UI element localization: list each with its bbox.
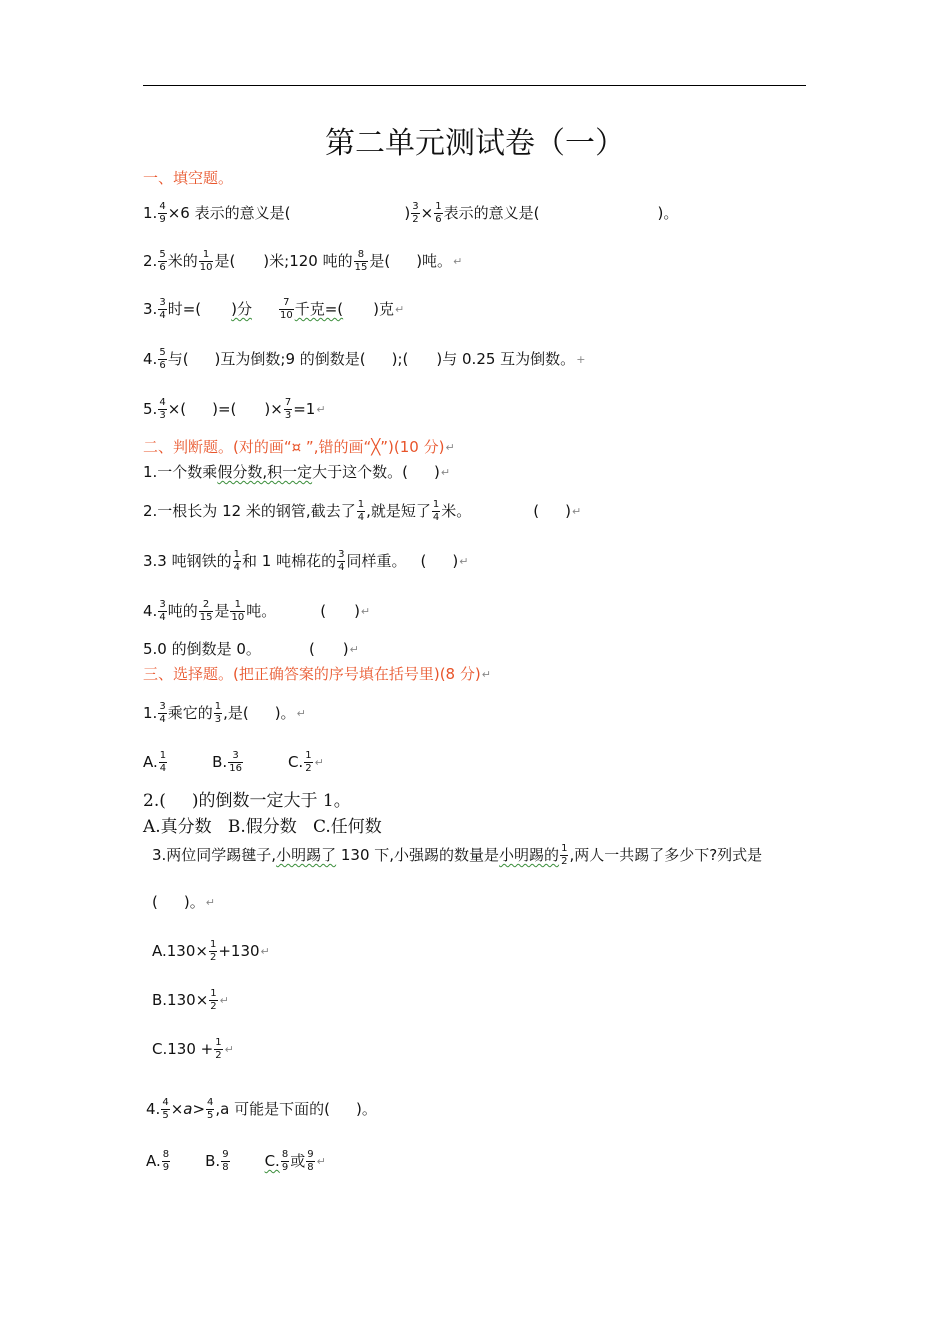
question-text: 4.: [143, 602, 158, 620]
question-text: 4.: [143, 350, 158, 368]
fraction: [284, 398, 292, 421]
fraction: [228, 751, 243, 774]
fraction: [209, 940, 217, 963]
question-text: (: [308, 640, 315, 658]
paragraph-mark-icon: ↵: [296, 707, 306, 720]
question-text: 2: [202, 599, 210, 610]
question-text: )互为倒数;9 的倒数是(: [214, 350, 366, 368]
question-text: 3: [412, 201, 419, 212]
question-text: 是(: [369, 252, 391, 270]
question-text: 2: [215, 1050, 222, 1061]
paragraph-mark-icon: ↵: [349, 643, 359, 656]
question-text: 5: [159, 347, 166, 358]
paragraph-mark-icon: ↵: [394, 303, 405, 316]
question-text: 8: [357, 249, 365, 260]
question-text: ): [452, 552, 459, 570]
option-c: C.: [287, 753, 304, 771]
s1-question-3: [143, 298, 404, 321]
question-text: 10: [231, 612, 245, 623]
question-text: 9: [162, 1162, 170, 1173]
s3-q3-blank: [152, 895, 215, 910]
question-text: 4: [357, 512, 365, 523]
question-text: 米。: [441, 502, 472, 520]
question-text: 米的: [167, 252, 198, 270]
question-text: 8: [281, 1149, 289, 1160]
s1-question-1: [143, 202, 678, 225]
s2-question-2: [143, 500, 581, 523]
question-text: 1: [214, 701, 222, 712]
s3-q3-option-b: [152, 989, 229, 1012]
question-text: )米;120 吨的: [263, 252, 353, 270]
question-text: ): [565, 502, 571, 520]
question-text: ×: [420, 204, 434, 222]
question-text: 2: [305, 763, 312, 774]
question-text: 1: [234, 599, 241, 610]
fraction: [158, 398, 166, 421]
question-text: );(: [391, 350, 409, 368]
fraction: [158, 348, 166, 371]
question-text: )×: [264, 400, 283, 418]
question-text: )。: [356, 1100, 377, 1118]
question-text: C.: [264, 1152, 280, 1170]
question-text: 4: [159, 397, 166, 408]
s3-q3-option-c: [152, 1038, 234, 1061]
question-text: 2: [209, 952, 217, 963]
question-text: 7: [283, 297, 290, 308]
question-text: 1.: [143, 204, 158, 222]
question-text: )的倒数一定大于 1。: [191, 791, 351, 811]
question-text: 15: [199, 612, 213, 623]
question-text: 3: [159, 701, 166, 712]
question-text: 10: [279, 310, 293, 321]
question-text: 大于这个数。(: [312, 463, 408, 481]
question-text: 5.: [143, 400, 158, 418]
question-text: (: [420, 552, 427, 570]
question-text: A.: [146, 1152, 161, 1170]
fraction: [411, 202, 419, 225]
question-text: 3: [159, 599, 166, 610]
fraction: [357, 500, 365, 523]
question-text: 16: [229, 763, 242, 774]
question-text: 3.: [143, 300, 158, 318]
question-text: B.130×: [152, 991, 209, 1009]
question-text: 4: [159, 310, 166, 321]
fraction: [159, 751, 167, 774]
paragraph-mark-icon: ↵: [316, 403, 326, 416]
paragraph-mark-icon: ↵: [445, 441, 455, 454]
section3-heading: [143, 667, 491, 682]
question-text: )分: [231, 300, 252, 318]
header-rule: [143, 85, 806, 86]
question-text: ): [404, 204, 411, 222]
fraction: [214, 702, 222, 725]
question-text: )。: [657, 204, 679, 222]
question-text: 4: [233, 562, 240, 573]
paragraph-mark-icon: +: [576, 353, 586, 366]
question-text: 3: [232, 750, 239, 761]
question-text: 三、选择题。(把正确答案的序号填在括号里)(8 分): [143, 665, 481, 683]
question-text: 小明踢了: [276, 846, 337, 864]
s3-question-4: [146, 1098, 377, 1121]
question-text: )吨。: [416, 252, 453, 270]
fraction: [209, 989, 217, 1012]
question-text: 9: [281, 1162, 289, 1173]
question-text: 4.: [146, 1100, 161, 1118]
question-text: 1: [210, 988, 217, 999]
question-text: 3: [338, 549, 345, 560]
question-text: )。: [183, 893, 205, 911]
s3-question-1: [143, 702, 306, 725]
question-text: 假分数,积一定: [217, 463, 313, 481]
s3-q3-option-a: [152, 940, 270, 963]
question-text: 1: [233, 549, 240, 560]
question-text: ,a 可能是下面的(: [215, 1100, 330, 1118]
question-text: 1: [209, 939, 217, 950]
fraction: [230, 600, 245, 623]
question-text: 6: [159, 360, 166, 371]
question-text: 6: [159, 262, 166, 273]
question-text: 乘它的: [167, 704, 213, 722]
question-text: 130 下,小强踢的数量是: [336, 846, 500, 864]
question-text: 同样重。: [346, 552, 407, 570]
question-text: 或: [290, 1152, 306, 1170]
question-text: 4: [338, 562, 345, 573]
question-text: ×(: [167, 400, 187, 418]
question-text: 1: [202, 249, 210, 260]
question-text: ×6 表示的意义是(: [167, 204, 291, 222]
question-text: ): [342, 640, 349, 658]
fraction: [304, 751, 312, 774]
question-text: 1: [561, 843, 568, 854]
fraction: [221, 1150, 229, 1173]
question-text: +130: [218, 942, 260, 960]
question-text: 是(: [214, 252, 236, 270]
question-text: 1: [435, 201, 442, 212]
paragraph-mark-icon: ↵: [205, 896, 215, 909]
question-text: 4: [162, 1097, 169, 1108]
question-text: 4: [432, 512, 440, 523]
fraction: [158, 250, 166, 273]
question-text: ,两人一共踢了多少下?列式是: [569, 846, 763, 864]
s2-question-5: [143, 642, 359, 657]
question-text: 2: [561, 856, 568, 867]
question-text: 2.: [143, 252, 158, 270]
s3-q1-options: [143, 751, 324, 774]
fraction: [162, 1150, 170, 1173]
question-text: ,是(: [223, 704, 249, 722]
option-a: A.: [143, 753, 158, 771]
question-text: 3: [159, 297, 166, 308]
section1-heading: 一、填空题。: [143, 169, 234, 187]
option-b: B.: [212, 753, 228, 771]
fraction: [434, 202, 442, 225]
fraction: [560, 844, 568, 867]
question-text: B.: [205, 1152, 221, 1170]
question-text: 2: [412, 214, 419, 225]
question-text: 时=(: [167, 300, 202, 318]
s1-question-2: [143, 250, 462, 273]
question-text: 9: [159, 214, 166, 225]
s3-question-3: [152, 844, 762, 867]
question-text: 15: [354, 262, 368, 273]
question-text: 7: [284, 397, 292, 408]
fraction: [279, 298, 294, 321]
question-text: 2: [210, 1001, 217, 1012]
fraction: [161, 1098, 169, 1121]
question-text: 1: [305, 750, 312, 761]
question-text: 5.0 的倒数是 0。: [143, 640, 261, 658]
question-text: C.130 +: [152, 1040, 214, 1058]
question-text: 5: [162, 1110, 169, 1121]
question-text: 6: [435, 214, 442, 225]
fraction: [354, 250, 369, 273]
paragraph-mark-icon: ↵: [224, 1043, 234, 1056]
fraction: [158, 600, 166, 623]
question-text: 1: [357, 499, 365, 510]
question-text: ): [433, 463, 440, 481]
question-text: 1: [432, 499, 440, 510]
question-text: 2.(: [143, 791, 166, 811]
question-text: 千克=(: [294, 300, 344, 318]
question-text: 2.一根长为 12 米的钢管,截去了: [143, 502, 356, 520]
page-title: 第二单元测试卷（一）: [325, 126, 625, 161]
question-text: )。: [274, 704, 296, 722]
paragraph-mark-icon: ↵: [453, 255, 463, 268]
question-text: 10: [199, 262, 213, 273]
question-text: (: [152, 893, 158, 911]
paragraph-mark-icon: ↵: [314, 756, 324, 769]
question-text: 3: [284, 410, 292, 421]
s3-q2-options: A.真分数 B.假分数 C.任何数: [143, 817, 382, 837]
fraction: [206, 1098, 214, 1121]
question-text: 吨的: [167, 602, 198, 620]
question-text: 与(: [167, 350, 189, 368]
question-text: 小明踢的: [499, 846, 560, 864]
question-text: ): [354, 602, 360, 620]
s1-question-5: [143, 398, 326, 421]
question-text: 是: [214, 602, 230, 620]
s2-question-1: [143, 465, 450, 480]
question-text: (: [320, 602, 327, 620]
question-text: 5: [159, 249, 166, 260]
fraction: [432, 500, 440, 523]
fraction: [199, 250, 214, 273]
question-text: (: [533, 502, 540, 520]
s3-question-2: [143, 793, 351, 810]
paragraph-mark-icon: ↵: [440, 466, 451, 479]
fraction: [281, 1150, 289, 1173]
fraction: [337, 550, 345, 573]
fraction: [233, 550, 241, 573]
question-text: 3: [214, 714, 222, 725]
paragraph-mark-icon: ↵: [571, 505, 582, 518]
question-text: 二、判断题。(对的画“¤ ”,错的画“╳”)(10 分): [143, 438, 445, 456]
question-text: 3.3 吨钢铁的: [143, 552, 232, 570]
paragraph-mark-icon: ↵: [219, 994, 229, 1007]
question-text: 1: [215, 1037, 222, 1048]
fraction: [158, 298, 166, 321]
question-text: 8: [222, 1162, 229, 1173]
question-text: )克: [373, 300, 394, 318]
question-text: 4: [159, 714, 166, 725]
question-text: 表示的意义是(: [443, 204, 540, 222]
question-text: A.130×: [152, 942, 208, 960]
question-text: ×a>: [170, 1100, 206, 1118]
paragraph-mark-icon: ↵: [481, 668, 491, 681]
question-text: ,就是短了: [366, 502, 431, 520]
paragraph-mark-icon: ↵: [316, 1155, 326, 1168]
question-text: 1: [159, 750, 167, 761]
fraction: [214, 1038, 222, 1061]
question-text: 4: [159, 763, 167, 774]
fraction: [158, 202, 166, 225]
question-text: 8: [162, 1149, 170, 1160]
question-text: 5: [207, 1110, 214, 1121]
question-text: 1.: [143, 704, 158, 722]
paragraph-mark-icon: ↵: [360, 605, 371, 618]
s2-question-4: [143, 600, 370, 623]
question-text: 3.两位同学踢毽子,: [152, 846, 277, 864]
question-text: 4: [207, 1097, 214, 1108]
question-text: 3: [159, 410, 166, 421]
question-text: )与 0.25 互为倒数。: [436, 350, 576, 368]
question-text: 9: [222, 1149, 229, 1160]
question-text: 和 1 吨棉花的: [242, 552, 337, 570]
section2-heading: [143, 440, 455, 455]
fraction: [158, 702, 166, 725]
question-text: 吨。: [246, 602, 277, 620]
question-text: 8: [307, 1162, 314, 1173]
s1-question-4: [143, 348, 585, 371]
question-text: )=(: [212, 400, 237, 418]
paragraph-mark-icon: ↵: [260, 945, 270, 958]
s2-question-3: [143, 550, 468, 573]
fraction: [199, 600, 214, 623]
question-text: 4: [159, 201, 166, 212]
question-text: =1: [293, 400, 316, 418]
question-text: 1.一个数乘: [143, 463, 218, 481]
s3-q4-options: [146, 1150, 326, 1173]
paragraph-mark-icon: ↵: [459, 555, 469, 568]
question-text: 4: [159, 612, 166, 623]
question-text: 9: [307, 1149, 314, 1160]
fraction: [306, 1150, 314, 1173]
